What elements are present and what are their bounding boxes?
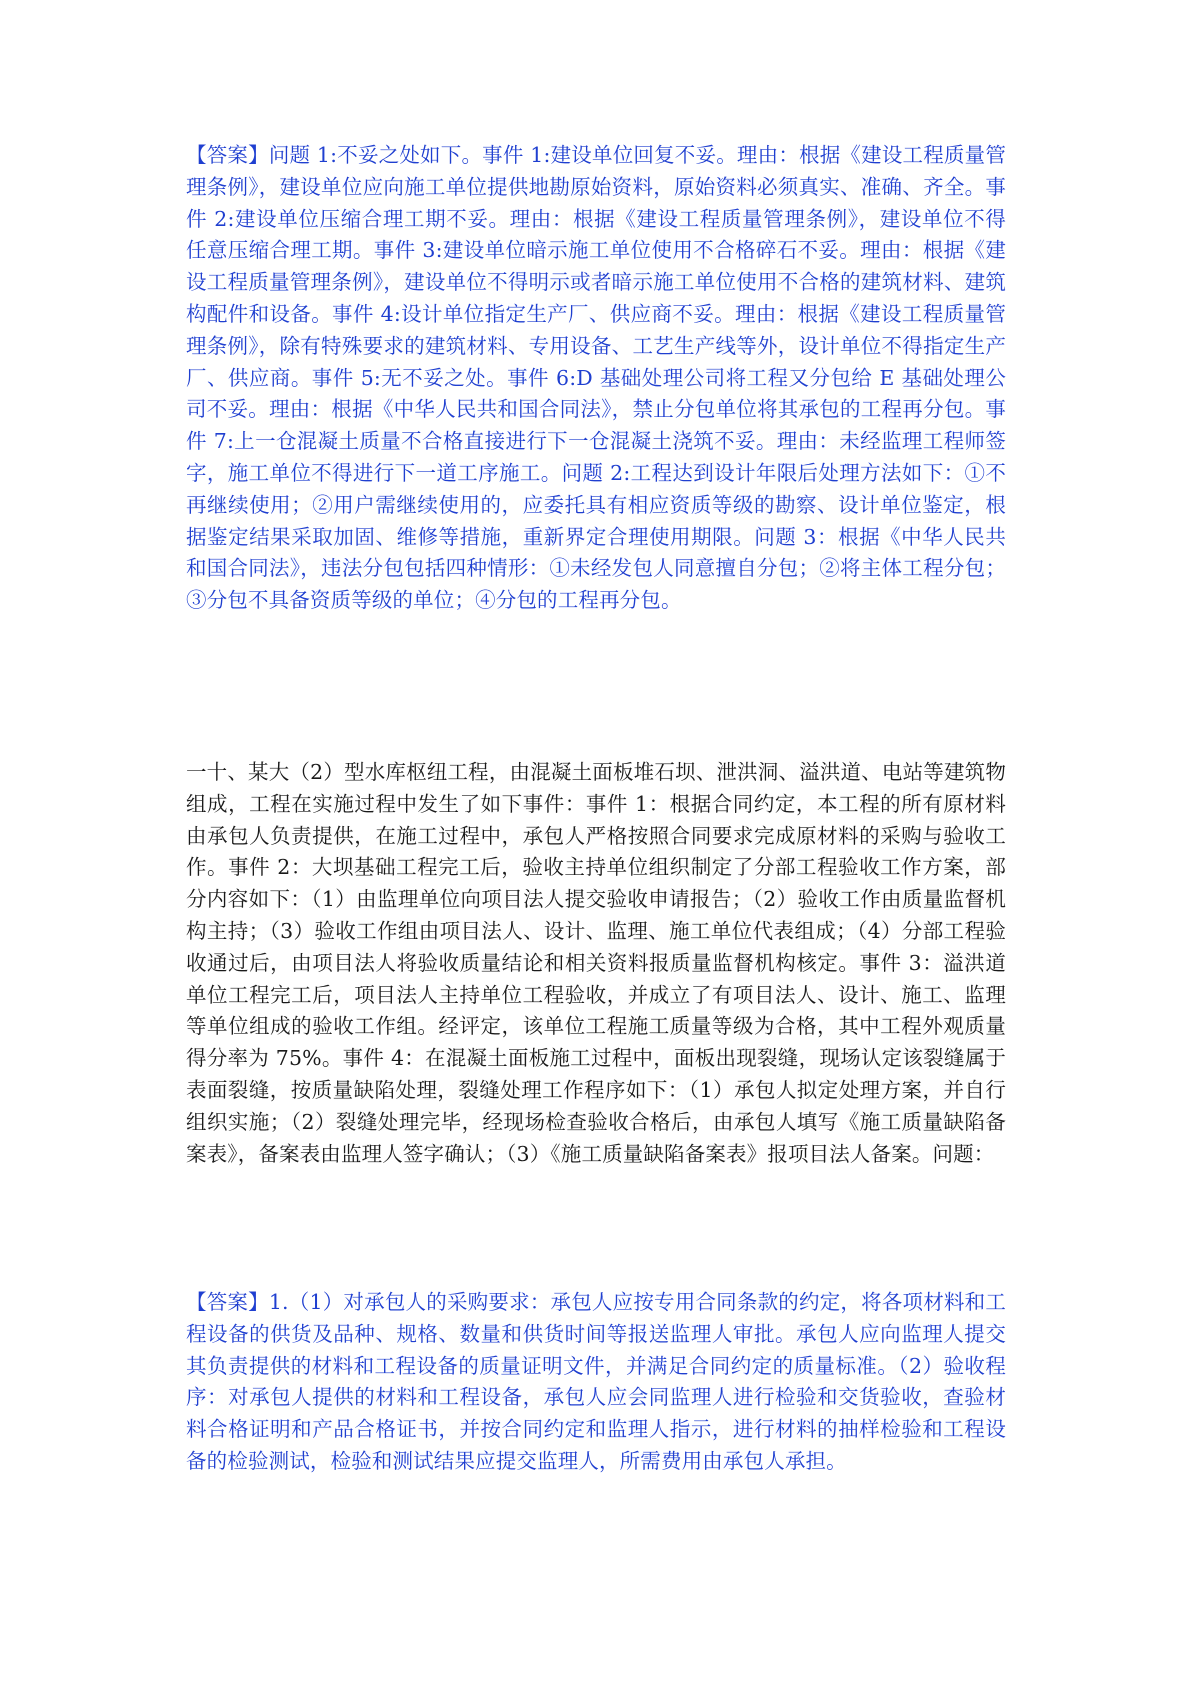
answer-text-1: 问题 1:不妥之处如下。事件 1:建设单位回复不妥。理由：根据《建设工程质量管理条例》，建设单位应向施工单位提供地勘原始资料，原始资料必须真实、准确、齐全。事件 2:建设单位压缩合理工期不妥。理由：根据《建设工程质量管理条例》，建设单位不得任意压缩合理工期。事件 3:建设单位暗示施工单位使用不合格碎石不妥。理由：根据《建设工程质量管理条例》，建设单位不得明示或者暗示施工单位使用不合格的建筑材料、建筑构配件和设备。事件 4:设计单位指定生产厂、供应商不妥。理由：根据《建设工程质量管理条例》，除有特殊要求的建筑材料、专用设备、工艺生产线等外，设计单位不得指定生产厂、供应商。事件 5:无不妥之处。事件 6:D 基础处理公司将工程又分包给 E 基础处理公司不妥。理由：根据《中华人民共和国合同法》，禁止分包单位将其承包的工程再分包。事件 7:上一仓混凝土质量不合格直接进行下一仓混凝土浇筑不妥。理由：未经监理工程师签字，施工单位不得进行下一道工序施工。问题 2:工程达到设计年限后处理方法如下：①不再继续使用；②用户需继续使用的，应委托具有相应资质等级的勘察、设计单位鉴定，根据鉴定结果采取加固、维修等措施，重新界定合理使用期限。问题 3：根据《中华人民共和国合同法》，违法分包包括四种情形：①未经发包人同意擅自分包；②将主体工程分包；③分包不具备资质等级的单位；④分包的工程再分包。: [186, 143, 1006, 613]
answer-paragraph-1: [186, 140, 1006, 617]
answer-text-2: 1.（1）对承包人的采购要求：承包人应按专用合同条款的约定，将各项材料和工程设备的供货及品种、规格、数量和供货时间等报送监理人审批。承包人应向监理人提交其负责提供的材料和工程设备的质量证明文件，并满足合同约定的质量标准。（2）验收程序：对承包人提供的材料和工程设备，承包人应会同监理人进行检验和交货验收，查验材料合格证明和产品合格证书，并按合同约定和监理人指示，进行材料的抽样检验和工程设备的检验测试，检验和测试结果应提交监理人，所需费用由承包人承担。: [186, 1290, 1006, 1473]
question-paragraph-10: [186, 757, 1006, 1170]
answer-paragraph-2: [186, 1287, 1006, 1478]
question-text-10: 一十、某大（2）型水库枢纽工程，由混凝土面板堆石坝、泄洪洞、溢洪道、电站等建筑物组成，工程在实施过程中发生了如下事件：事件 1：根据合同约定，本工程的所有原材料由承包人负责提供，在施工过程中，承包人严格按照合同要求完成原材料的采购与验收工作。事件 2：大坝基础工程完工后，验收主持单位组织制定了分部工程验收工作方案，部分内容如下：（1）由监理单位向项目法人提交验收申请报告；（2）验收工作由质量监督机构主持；（3）验收工作组由项目法人、设计、监理、施工单位代表组成；（4）分部工程验收通过后，由项目法人将验收质量结论和相关资料报质量监督机构核定。事件 3：溢洪道单位工程完工后，项目法人主持单位工程验收，并成立了有项目法人、设计、施工、监理等单位组成的验收工作组。经评定，该单位工程施工质量等级为合格，其中工程外观质量得分率为 75%。事件 4：在混凝土面板施工过程中，面板出现裂缝，现场认定该裂缝属于表面裂缝，按质量缺陷处理，裂缝处理工作程序如下：（1）承包人拟定处理方案，并自行组织实施；（2）裂缝处理完毕，经现场检查验收合格后，由承包人填写《施工质量缺陷备案表》，备案表由监理人签字确认；（3）《施工质量缺陷备案表》报项目法人备案。问题：: [186, 760, 1006, 1166]
answer-label-1: 【答案】: [186, 143, 269, 167]
answer-label-2: 【答案】: [186, 1290, 269, 1314]
